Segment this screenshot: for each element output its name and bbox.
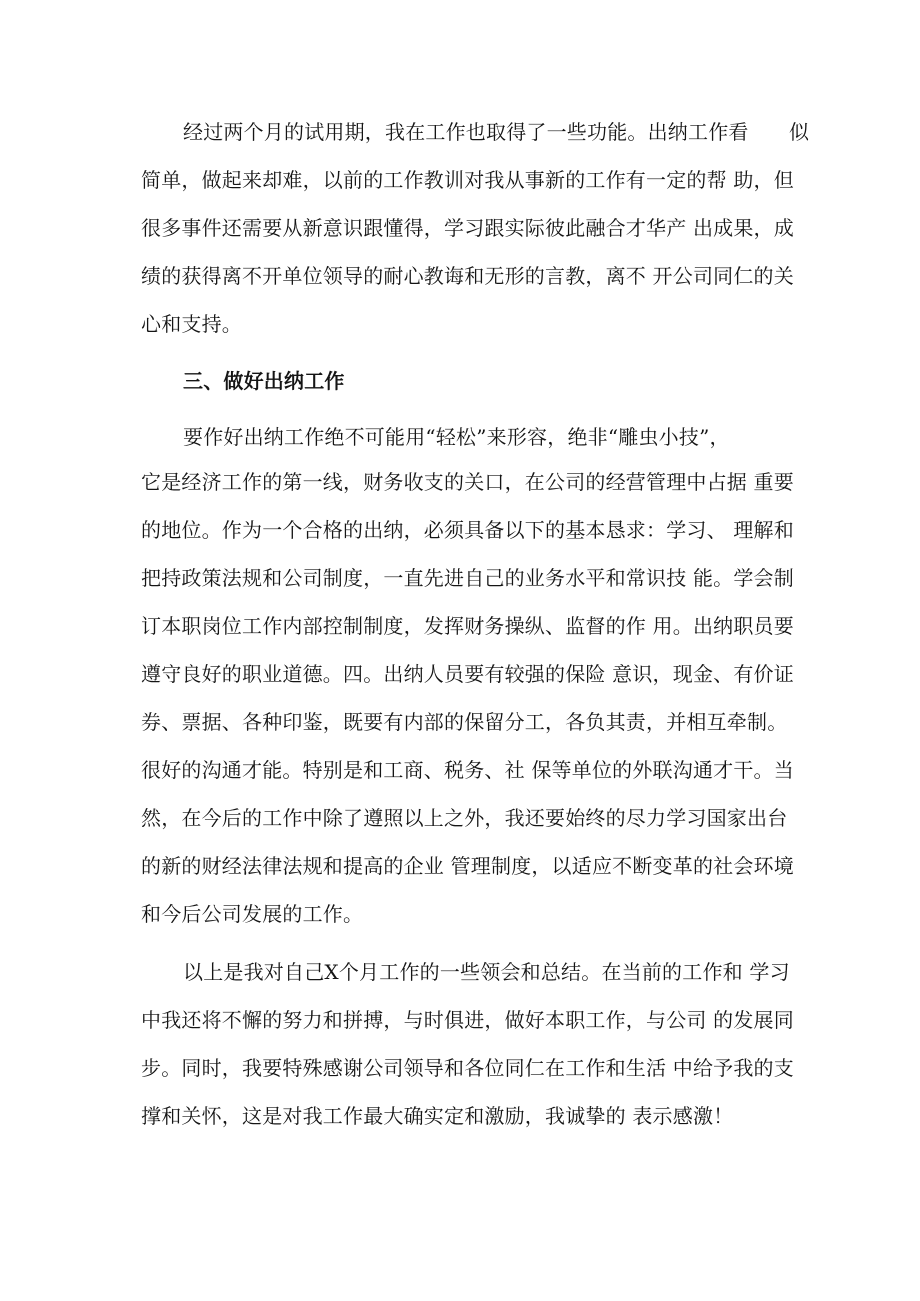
paragraph-2-line-10: 的新的财经法律法规和提高的企业 管理制度，以适应不断变革的社会环境 [141, 854, 794, 878]
paragraph-2-line-6: 遵守良好的职业道德。四。出纳人员要有较强的保险 意识，现金、有价证 [141, 662, 794, 686]
paragraph-3-line-3: 步。同时，我要特殊感谢公司领导和各位同仁在工作和生活 中给予我的支 [141, 1056, 794, 1080]
paragraph-1-line-2: 简单，做起来却难，以前的工作教训对我从事新的工作有一定的帮 助，但 [141, 168, 794, 192]
paragraph-2-line-4: 把持政策法规和公司制度，一直先进自己的业务水平和常识技 能。学会制 [141, 566, 794, 590]
paragraph-1-line-3: 很多事件还需要从新意识跟懂得，学习跟实际彼此融合才华产 出成果，成 [141, 216, 794, 240]
paragraph-3-line-4: 撑和关怀，这是对我工作最大确实定和激励，我诚挚的 表示感激！ [141, 1104, 734, 1128]
paragraph-2-line-9: 然，在今后的工作中除了遵照以上之外，我还要始终的尽力学习国家出台 [141, 806, 788, 830]
paragraph-2-line-5: 订本职岗位工作内部控制制度，发挥财务操纵、监督的作 用。出纳职员要 [141, 614, 794, 638]
paragraph-3-line-1: 以上是我对自己X个月工作的一些领会和总结。在当前的工作和 学习 [183, 960, 790, 984]
section-heading: 三、做好出纳工作 [183, 369, 345, 393]
paragraph-2-line-8: 很好的沟通才能。特别是和工商、税务、社 保等单位的外联沟通才干。当 [141, 758, 794, 782]
paragraph-2-line-1: 要作好出纳工作绝不可能用“轻松”来形容，绝非“雕虫小技”， [183, 425, 730, 449]
paragraph-2-line-2: 它是经济工作的第一线，财务收支的关口，在公司的经营管理中占据 重要 [141, 470, 794, 494]
paragraph-1-line-5: 心和支持。 [141, 312, 242, 336]
paragraph-1-line-4: 绩的获得离不开单位领导的耐心教诲和无形的言教，离不 开公司同仁的关 [141, 264, 794, 288]
paragraph-2-line-3: 的地位。作为一个合格的出纳，必须具备以下的基本恳求：学习、 理解和 [141, 518, 794, 542]
paragraph-2-line-7: 券、票据、各种印鉴，既要有内部的保留分工，各负其责，并相互牵制。 [141, 710, 788, 734]
paragraph-3-line-2: 中我还将不懈的努力和拼搏，与时俱进，做好本职工作，与公司 的发展同 [141, 1008, 794, 1032]
paragraph-1-line-1: 经过两个月的试用期，我在工作也取得了一些功能。出纳工作看 似 [183, 120, 810, 144]
paragraph-2-line-11: 和今后公司发展的工作。 [141, 902, 364, 926]
